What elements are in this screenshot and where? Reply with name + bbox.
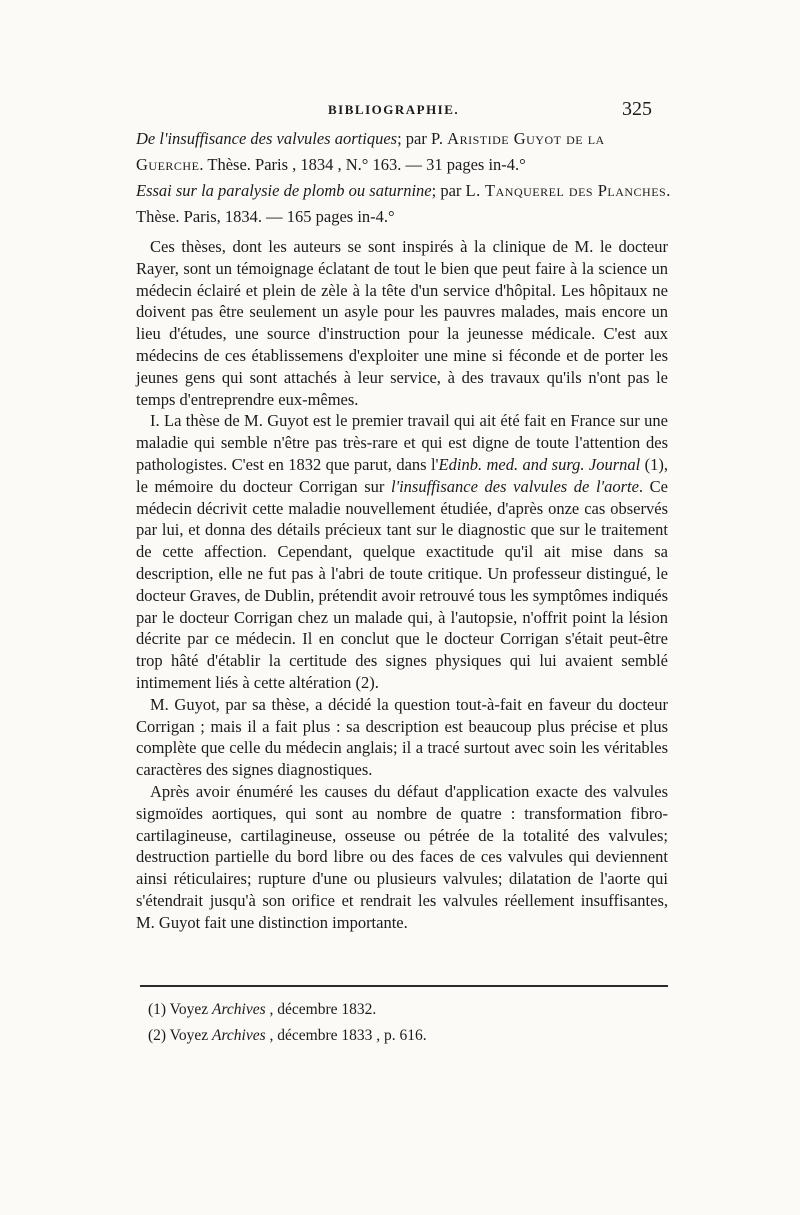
footnotes — [148, 997, 427, 1049]
paragraph-text: (1), le mémoire du docteur Corrigan sur — [136, 454, 668, 496]
footnote-text: (1) Voyez — [148, 1001, 212, 1018]
body-text — [136, 236, 668, 934]
bib-details: . Thèse. Paris , 1834 , N.° 163. — 31 pages in-4.° — [199, 155, 526, 174]
footnote-journal: Archives — [212, 1027, 266, 1044]
footnote-2 — [148, 1023, 427, 1049]
journal-title: Edinb. med. and surg. Journal — [438, 454, 641, 474]
footnote-text: , décembre 1832. — [265, 1001, 377, 1018]
bib-title: Essai sur la paralysie de plomb ou saturnine — [136, 181, 432, 200]
bibliography-entry-2 — [136, 178, 676, 230]
footnote-rule — [140, 985, 668, 987]
paragraph-3 — [136, 694, 668, 781]
bib-details: . Thèse. Paris, 1834. — 165 pages in-4.° — [136, 181, 671, 226]
running-header — [0, 98, 800, 128]
bib-author: L. Tanquerel des Planches — [465, 181, 667, 200]
paragraph-2 — [136, 410, 668, 693]
paragraph-text: I. La thèse de M. Guyot est le premier travail qui ait été fait en France sur une maladie qui semble n'être pas très-rare et qui est digne de toute l'attention des pathologistes. C'est en 1832 que parut, dans l' — [136, 411, 668, 474]
page-number: 325 — [622, 98, 652, 120]
paragraph-text: Ces thèses, dont les auteurs se sont inspirés à la clinique de M. le docteur Rayer, sont un témoignage éclatant de tout le bien que peut faire à la science un médecin éclairé et plein de zèle à la tête d'un service d'hôpital. Les hôpitaux ne doivent pas être seulement un asyle pour les pauvres malades, mais encore un lieu d'études, une source d'instruction pour la jeunesse médicale. C'est aux médecins de ces établissemens d'exploiter une mine si féconde et de porter les jeunes gens qui sont attachés à leur service, à des travaux qu'ils n'ont pas le temps d'entreprendre eux-mêmes. — [136, 237, 668, 409]
paragraph-text: Après avoir énuméré les causes du défaut d'application exacte des valvules sigmoïdes aortiques, qui sont au nombre de quatre : transformation fibro-cartilagineuse, cartilagineuse, osseuse ou pétrée de la totalité des valvules; destruction partielle du bord libre ou des faces de ces valvules qui deviennent ainsi réticulaires; rupture d'une ou plusieurs valvules; dilatation de l'aorte qui s'étendrait jusqu'à son orifice et rendrait les valvules réellement insuffisantes, M. Guyot fait une distinction importante. — [136, 781, 668, 932]
footnote-1 — [148, 997, 427, 1023]
header-title: BIBLIOGRAPHIE. — [328, 102, 460, 117]
paragraph-text: . Ce médecin décrivit cette maladie nouvellement étudiée, d'après onze cas observés par lui, et donna des détails précieux tant sur le diagnostic que sur le traitement de cette affection. Cependant, quelque exactitude qu'il ait mise dans sa description, elle ne fut pas à l'abri de toute critique. Un professeur distingué, le docteur Graves, de Dublin, prétendit avoir retrouvé tous les symptômes indiqués par le docteur Corrigan chez un malade qui, à l'autopsie, n'offrit point la lésion décrite par ce médecin. Il en conclut que le docteur Corrigan s'était peut-être trop hâté d'établir la certitude des signes physiques qui lui avaient semblé intimement liés à cette altération (2). — [136, 476, 668, 692]
footnote-text: (2) Voyez — [148, 1027, 212, 1044]
bibliography-entry-1 — [136, 126, 676, 178]
footnote-text: , décembre 1833 , p. 616. — [265, 1027, 427, 1044]
bib-author: P. Aristide Guyot de la Guerche — [136, 129, 605, 174]
bib-by: ; par — [397, 129, 431, 148]
paragraph-text: M. Guyot, par sa thèse, a décidé la question tout-à-fait en faveur du docteur Corrigan ; mais il a fait plus : sa description est beaucoup plus précise et plus complète que celle du médecin anglais; il a tracé surtout avec soin les véritables caractères des signes diagnostiques. — [136, 694, 668, 780]
paragraph-4 — [136, 781, 668, 934]
footnote-journal: Archives — [212, 1001, 266, 1018]
bib-title: De l'insuffisance des valvules aortiques — [136, 129, 398, 148]
paragraph-1 — [136, 236, 668, 410]
work-title: l'insuffisance des valvules de l'aorte — [390, 476, 639, 496]
bib-by: ; par — [431, 181, 466, 200]
